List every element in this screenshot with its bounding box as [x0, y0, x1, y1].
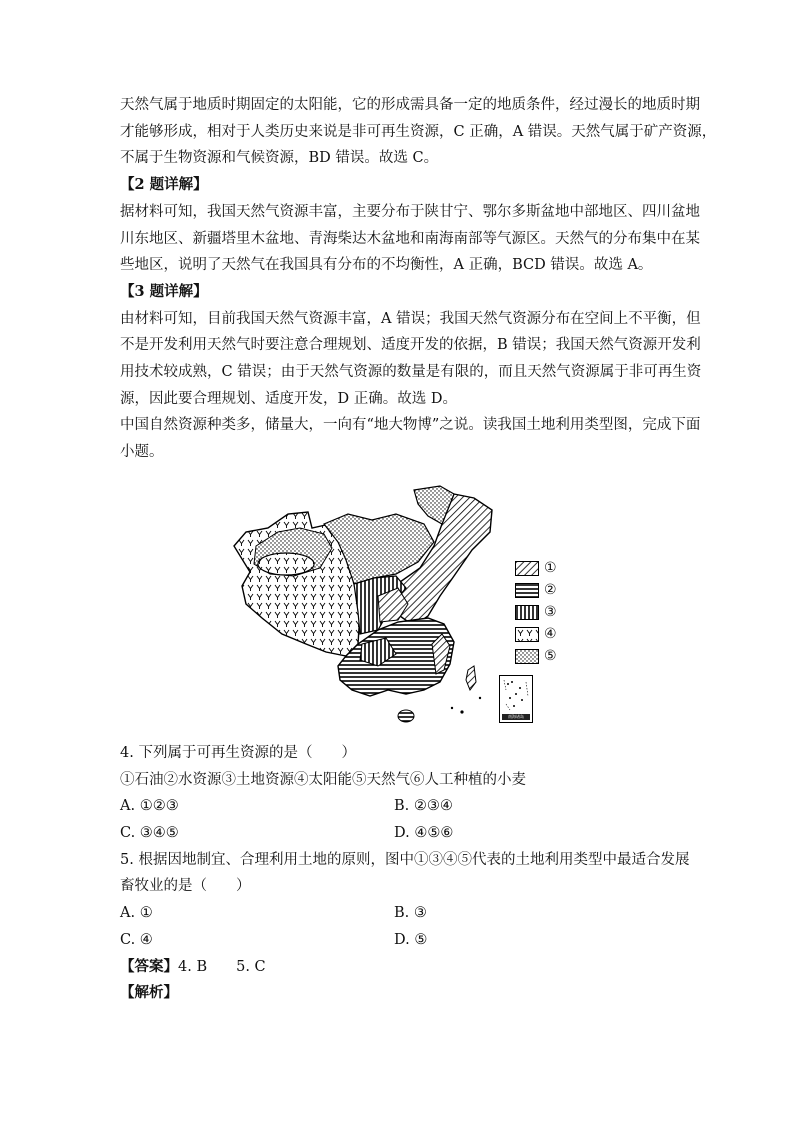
legend-swatch-horizontal — [515, 583, 539, 598]
legend-item-2 — [515, 583, 557, 598]
legend-item-1 — [515, 561, 557, 576]
region-tarim — [258, 553, 314, 575]
legend-label: ④ — [544, 626, 557, 642]
q5-options-row-1 — [120, 900, 680, 927]
inset-islands — [500, 676, 532, 714]
q4-options-row-2 — [120, 820, 680, 847]
china-map — [228, 484, 508, 734]
answer-line — [120, 954, 680, 981]
intro-line: 小题。 — [120, 444, 164, 461]
south-china-sea-inset — [499, 675, 533, 723]
legend-swatch-arrow — [515, 627, 539, 642]
q4-option-b[interactable]: B. ②③④ — [394, 798, 453, 815]
paragraph-line: 由材料可知，目前我国天然气资源丰富，A 错误；我国天然气资源分布在空间上不平衡，但 — [120, 310, 701, 327]
legend-item-5 — [515, 649, 557, 664]
paragraph-line: 不是开发利用天然气时要注意合理规划、适度开发的依据，B 错误；我国天然气资源开发利 — [120, 337, 701, 354]
answer-label: 【答案】 — [120, 957, 178, 975]
q5-option-d[interactable]: D. ⑤ — [394, 931, 428, 948]
document-page — [120, 92, 717, 466]
q4-option-c[interactable]: C. ③④⑤ — [120, 825, 179, 842]
q4-options-row-1 — [120, 793, 680, 820]
paragraph-line: 源，因此要合理规划、适度开发，D 正确。故选 D。 — [120, 390, 457, 407]
legend-label: ③ — [544, 604, 557, 620]
q4-option-d[interactable]: D. ④⑤⑥ — [394, 825, 454, 842]
analysis-heading: 【解析】 — [120, 984, 178, 1002]
legend-label: ② — [544, 582, 557, 598]
hainan — [398, 710, 414, 722]
section-heading-3: 【3 题详解】 — [120, 282, 208, 300]
questions-block — [120, 740, 690, 1007]
paragraph-line: 才能够形成，相对于人类历史来说是非可再生资源，C 正确，A 错误。天然气属于矿产资源， — [120, 123, 717, 140]
q5-option-c[interactable]: C. ④ — [120, 931, 153, 948]
taiwan — [466, 666, 476, 690]
answer-text: 4. B 5. C — [178, 958, 266, 975]
intro-line: 中国自然资源种类多，储量大，一向有“地大物博”之说。读我国土地利用类型图，完成下面 — [120, 417, 701, 434]
legend-swatch-diagonal — [515, 561, 539, 576]
paragraph-line: 川东地区、新疆塔里木盆地、青海柴达木盆地和南海南部等气源区。天然气的分布集中在某 — [120, 230, 700, 247]
q5-option-a[interactable]: A. ① — [120, 905, 153, 922]
legend-label: ① — [544, 560, 557, 576]
legend-swatch-vertical — [515, 605, 539, 620]
section-heading-2: 【2 题详解】 — [120, 176, 208, 194]
q5-options-row-2 — [120, 927, 680, 954]
paragraph-line: 不属于生物资源和气候资源，BD 错误。故选 C。 — [120, 150, 439, 167]
legend-item-3 — [515, 605, 557, 620]
q5-stem-line2: 畜牧业的是（ ） — [120, 878, 251, 895]
q4-stem: 4. 下列属于可再生资源的是（ ） — [120, 745, 356, 761]
legend-swatch-dots — [515, 649, 539, 664]
q4-items: ①石油②水资源③土地资源④太阳能⑤天然气⑥人工种植的小麦 — [120, 771, 526, 788]
paragraph-line: 用技术较成熟，C 错误；由于天然气资源的数量是有限的，而且天然气资源属于非可再生资 — [120, 364, 702, 381]
legend-label: ⑤ — [544, 648, 557, 664]
legend-item-4 — [515, 627, 557, 642]
paragraph-line: 天然气属于地质时期固定的太阳能，它的形成需具备一定的地质条件，经过漫长的地质时期 — [120, 97, 700, 113]
paragraph-line: 据材料可知，我国天然气资源丰富，主要分布于陕甘宁、鄂尔多斯盆地中部地区、四川盆地 — [120, 203, 700, 220]
q4-option-a[interactable]: A. ①②③ — [120, 798, 179, 815]
land-use-map-figure — [228, 484, 558, 734]
inset-label: 南海诸岛 — [502, 714, 530, 720]
q5-option-b[interactable]: B. ③ — [394, 905, 427, 922]
paragraph-line: 些地区，说明了天然气在我国具有分布的不均衡性，A 正确，BCD 错误。故选 A。 — [120, 257, 653, 274]
q5-stem-line1: 5. 根据因地制宜、合理利用土地的原则，图中①③④⑤代表的土地利用类型中最适合发展 — [120, 851, 690, 868]
